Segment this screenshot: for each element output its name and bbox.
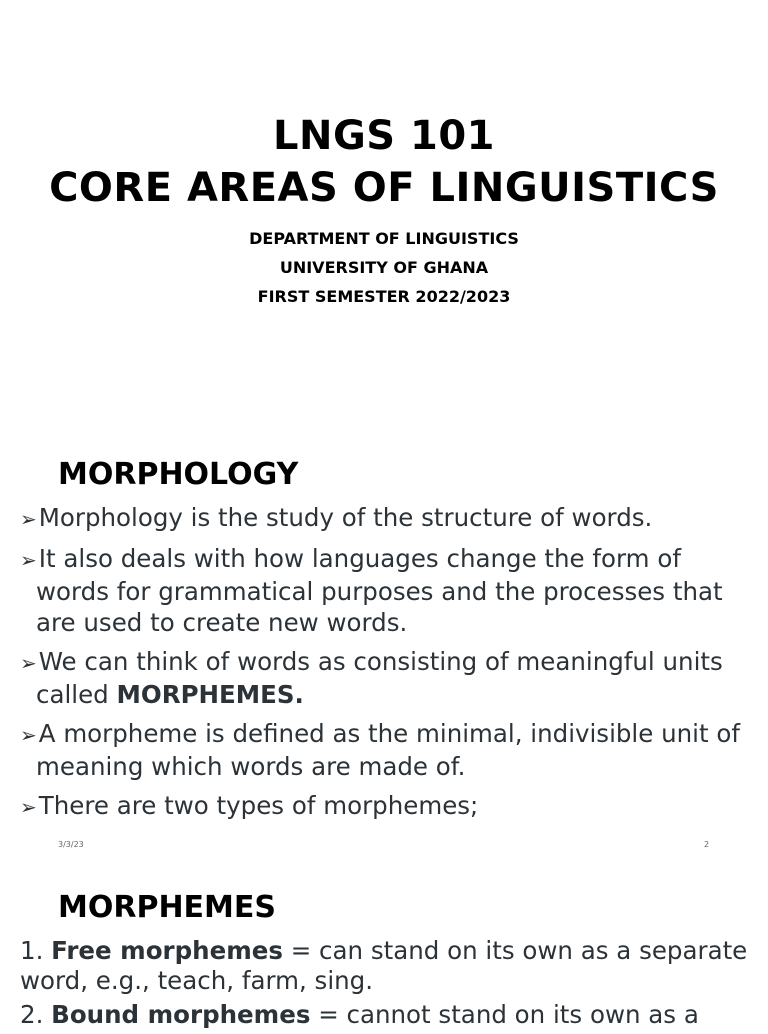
morphology-slide [0,440,768,860]
morphemes-slide [0,880,768,1029]
bullet-bold-term: MORPHEMES. [116,680,304,709]
bullet-item [20,502,745,535]
item-text: = can stand on its own as a separate word, e.g., teach, farm, sing. [20,936,748,995]
item-term: Bound morphemes [51,1000,311,1029]
bullet-list [20,502,745,831]
university-label: UNIVERSITY OF GHANA [279,258,489,277]
bullet-text: A morpheme is defined as the minimal, indivisible unit of meaning which words are made of. [36,719,740,781]
list-item [20,1000,760,1030]
bullet-text: It also deals with how languages change the form of words for grammatical purposes and the processes that are used to create new words. [36,544,723,637]
title-slide [0,0,768,420]
item-text: = cannot stand on its own as a [310,1000,699,1029]
slide-date: 3/3/23 [58,840,84,849]
item-number: 1. [20,936,52,965]
arrow-bullet-icon: ➢ [20,795,37,819]
bullet-item [20,790,745,823]
bullet-item [20,718,745,782]
arrow-bullet-icon: ➢ [20,507,37,531]
item-number: 2. [20,1000,52,1029]
bullet-item [20,646,745,710]
arrow-bullet-icon: ➢ [20,548,37,572]
bullet-text: There are two types of morphemes; [38,791,479,820]
semester-label: FIRST SEMESTER 2022/2023 [257,287,511,306]
slide-heading: MORPHEMES [58,890,276,925]
arrow-bullet-icon: ➢ [20,651,37,675]
item-term: Free morphemes [51,936,283,965]
course-code: LNGS 101 [272,113,496,159]
slide-number: 2 [704,840,710,849]
list-item [20,936,760,996]
department-label: DEPARTMENT OF LINGUISTICS [249,229,519,248]
slide-heading: MORPHOLOGY [58,457,299,492]
bullet-text: We can think of words as consisting of meaningful units called [36,647,723,709]
course-title: CORE AREAS OF LINGUISTICS [49,165,719,211]
arrow-bullet-icon: ➢ [20,723,37,747]
bullet-text: Morphology is the study of the structure of words. [38,503,653,532]
bullet-item [20,543,745,638]
numbered-list [20,936,760,1034]
